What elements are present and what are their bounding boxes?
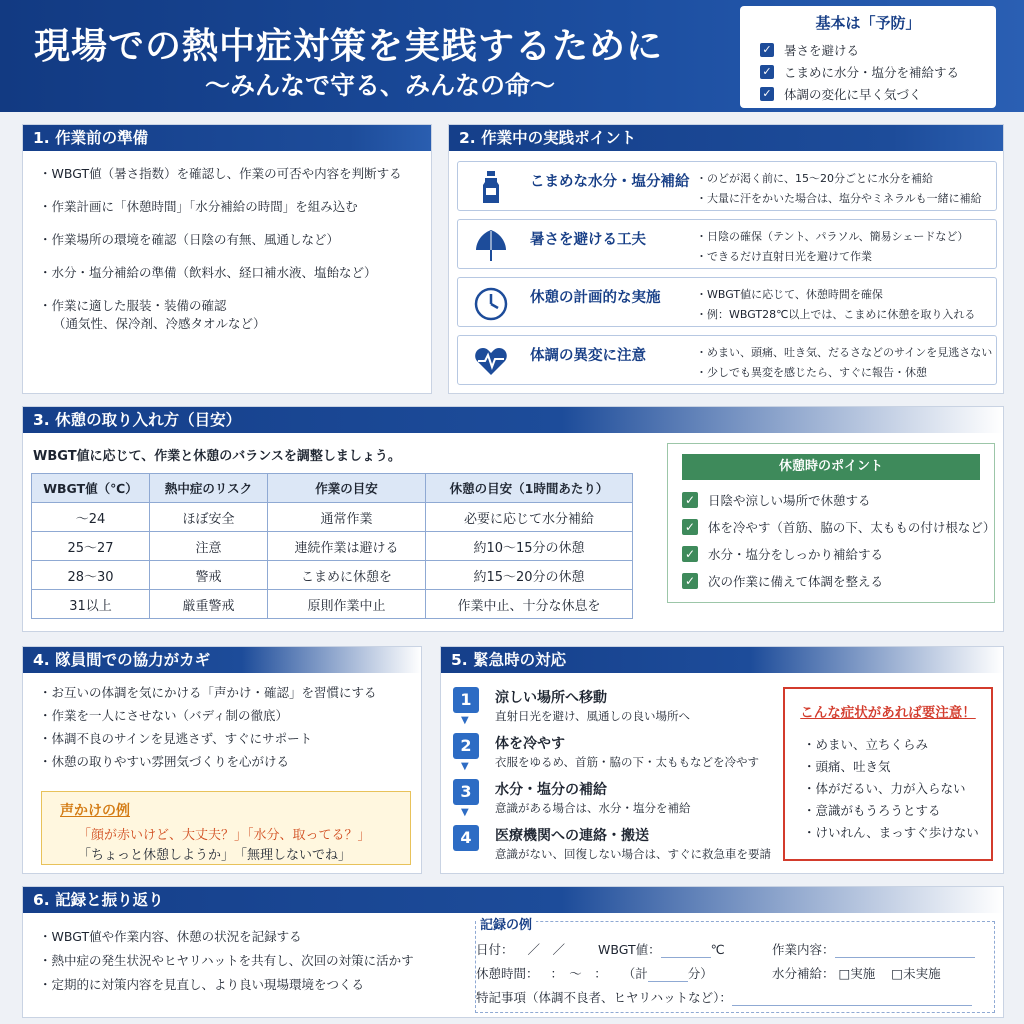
voice-example-line: 「顔が赤いけど、大丈夫？」「水分、取ってる？」 [78,828,371,843]
section-practice-points [448,124,1004,394]
basic-item: ✓ 暑さを避ける [760,39,996,61]
step-number: 3 [453,779,479,805]
basic-item: ✓ 体調の変化に早く気づく [760,83,996,105]
point-desc: ・大量に汗をかいた場合は、塩分やミネラルも一緒に補給 [696,192,982,205]
symptom-item: ・ 意識がもうろうとする [803,801,991,823]
symptom-item: ・ めまい、立ちくらみ [803,735,991,757]
warning-title: こんな症状があれば要注意！ [800,705,976,721]
table-cell: こまめに休憩を [268,561,426,590]
warning-symptoms-box [783,687,993,861]
header-banner [0,0,1024,112]
rest-points-box [667,443,995,603]
table-cell: 〜24 [32,503,150,532]
table-cell: 28〜30 [32,561,150,590]
point-desc: ・できるだけ直射日光を避けて作業 [696,250,872,263]
point-title: 暑さを避ける工夫 [530,232,646,248]
rest-box-title: 休憩時のポイント [682,454,980,480]
section-title: 4. 隊員間での協力がカギ [23,647,421,673]
table-cell: 警戒 [150,561,268,590]
list-item: ・ 体調不良のサインを見逃さず、すぐにサポート [39,729,421,752]
voice-example-box [41,791,411,865]
table-cell: 約10〜15分の休憩 [426,532,633,561]
step-title: 水分・塩分の補給 [495,782,607,798]
list-item: ・ 作業場所の環境を確認（日陰の有無、風通しなど） [39,231,431,249]
rest-item: ✓ 水分・塩分をしっかり補給する [682,540,994,567]
voice-example-title: 声かけの例 [60,803,130,819]
page-subtitle: 〜みんなで守る、みんなの命〜 [205,71,556,100]
point-desc: ・日陰の確保（テント、パラソル、簡易シェードなど） [696,230,969,243]
point-title: 休憩の計画的な実施 [530,290,661,306]
check-icon: ✓ [760,43,774,57]
wbgt-table [31,473,633,619]
section-records [22,886,1004,1018]
table-cell: 31以上 [32,590,150,619]
point-title: 体調の異変に注意 [530,348,646,364]
list-item-sub: （通気性、保冷剤、冷感タオルなど） [53,316,266,331]
record-example-form [475,918,995,1013]
basic-prevention-box [740,6,996,108]
symptom-item: ・ けいれん、まっすぐ歩けない [803,823,991,845]
water-done-checkbox[interactable]: □実施 [838,966,876,981]
table-cell: 通常作業 [268,503,426,532]
step-desc: 意識がある場合は、水分・塩分を補給 [495,801,691,815]
table-header-row [32,474,633,503]
table-row [32,503,633,532]
rest-item: ✓ 次の作業に備えて体調を整える [682,567,994,594]
list-item: ・ 作業を一人にさせない（バディ制の徹底） [39,706,421,729]
table-cell: 作業中止、十分な休息を [426,590,633,619]
list-item: ・ WBGT値（暑さ指数）を確認し、作業の可否や内容を判断する [39,165,431,183]
symptom-item: ・ 頭痛、吐き気 [803,757,991,779]
section-title: 6. 記録と振り返り [23,887,1003,913]
step-title: 涼しい場所へ移動 [495,690,607,706]
point-desc: ・例：WBGT28℃以上では、こまめに休憩を取り入れる [696,308,976,321]
rest-item: ✓ 体を冷やす（首筋、脇の下、太ももの付け根など） [682,513,994,540]
step-title: 医療機関への連絡・搬送 [495,828,649,844]
section-emergency [440,646,1004,874]
rest-time-field[interactable]: 休憩時間： ： 〜 ： （計 分） [476,966,713,981]
basic-item: ✓ こまめに水分・塩分を補給する [760,61,996,83]
point-card [457,161,997,211]
check-icon: ✓ [682,546,698,562]
table-cell: 原則作業中止 [268,590,426,619]
water-bottle-icon [472,168,510,206]
check-icon: ✓ [682,573,698,589]
section-cooperation [22,646,422,874]
record-example-title: 記録の例 [476,914,536,933]
point-card [457,219,997,269]
point-desc: ・少しでも異変を感じたら、すぐに報告・休憩 [696,366,927,379]
list-item: ・ 休憩の取りやすい雰囲気づくりを心がける [39,752,421,775]
section-title: 1. 作業前の準備 [23,125,431,151]
water-not-checkbox[interactable]: □未実施 [891,966,941,981]
table-cell: 必要に応じて水分補給 [426,503,633,532]
list-item: ・ 水分・塩分補給の準備（飲料水、経口補水液、塩飴など） [39,264,431,282]
heartbeat-icon [472,342,510,380]
table-cell: 約15〜20分の休憩 [426,561,633,590]
table-row [32,590,633,619]
check-icon: ✓ [682,519,698,535]
step-desc: 意識がない、回復しない場合は、すぐに救急車を要請 [495,847,771,861]
rest-item: ✓ 日陰や涼しい場所で休憩する [682,486,994,513]
section-title: 3. 休憩の取り入れ方（目安） [23,407,1003,433]
point-card [457,277,997,327]
table-cell: 25〜27 [32,532,150,561]
water-supply-field[interactable]: 水分補給： □実施 □未実施 [772,966,941,981]
step-number: 4 [453,825,479,851]
table-cell: 連続作業は避ける [268,532,426,561]
arrow-down-icon: ▼ [461,761,469,772]
table-cell: 注意 [150,532,268,561]
column-header: WBGT値（℃） [32,474,150,503]
work-content-field[interactable]: 作業内容： [772,940,975,958]
list-item: ・ WBGT値や作業内容、休憩の状況を記録する [39,927,1003,951]
table-cell: 厳重警戒 [150,590,268,619]
section-title: 2. 作業中の実践ポイント [449,125,1003,151]
point-desc: ・WBGT値に応じて、休憩時間を確保 [696,288,883,301]
step-title: 体を冷やす [495,736,565,752]
list-item: ・ 熱中症の発生状況やヒヤリハットを共有し、次回の対策に活かす [39,951,1003,975]
arrow-down-icon: ▼ [461,807,469,818]
section-rest-guide [22,406,1004,632]
notes-field[interactable]: 特記事項（体調不良者、ヒヤリハットなど）： [476,988,972,1006]
step-desc: 直射日光を避け、風通しの良い場所へ [495,709,691,723]
table-row [32,561,633,590]
list-item: ・ 定期的に対策内容を見直し、より良い現場環境をつくる [39,975,1003,999]
column-header: 休憩の目安（1時間あたり） [426,474,633,503]
column-header: 熱中症のリスク [150,474,268,503]
section-title: 5. 緊急時の対応 [441,647,1003,673]
date-field[interactable]: 日付： ／ ／ [476,942,566,957]
point-desc: ・のどが渇く前に、15〜20分ごとに水分を補給 [696,172,933,185]
table-row [32,532,633,561]
basic-box-title: 基本は「予防」 [815,14,921,32]
umbrella-icon [472,226,510,264]
symptom-item: ・ 体がだるい、力が入らない [803,779,991,801]
point-card [457,335,997,385]
step-desc: 衣服をゆるめ、首筋・脇の下・太ももなどを冷やす [495,755,760,769]
check-icon: ✓ [760,87,774,101]
section-lead: WBGT値に応じて、作業と休憩のバランスを調整しましょう。 [33,449,401,464]
point-desc: ・めまい、頭痛、吐き気、だるさなどのサインを見逃さない [696,346,993,359]
step-number: 2 [453,733,479,759]
clock-icon [472,284,510,322]
list-item: ・ 作業計画に「休憩時間」「水分補給の時間」を組み込む [39,198,431,216]
section-preparation [22,124,432,394]
arrow-down-icon: ▼ [461,715,469,726]
column-header: 作業の目安 [268,474,426,503]
list-item: ・ お互いの体調を気にかける「声かけ・確認」を習慣にする [39,683,421,706]
point-title: こまめな水分・塩分補給 [530,174,690,190]
check-icon: ✓ [760,65,774,79]
wbgt-field[interactable]: WBGT値： ℃ [598,942,725,957]
step-number: 1 [453,687,479,713]
page-title: 現場での熱中症対策を実践するために [34,26,664,67]
voice-example-line: 「ちょっと休憩しようか」 「無理しないでね」 [78,848,352,863]
table-cell: ほぼ安全 [150,503,268,532]
check-icon: ✓ [682,492,698,508]
list-item: ・ 作業に適した服装・装備の確認 （通気性、保冷剤、冷感タオルなど） [39,297,431,333]
